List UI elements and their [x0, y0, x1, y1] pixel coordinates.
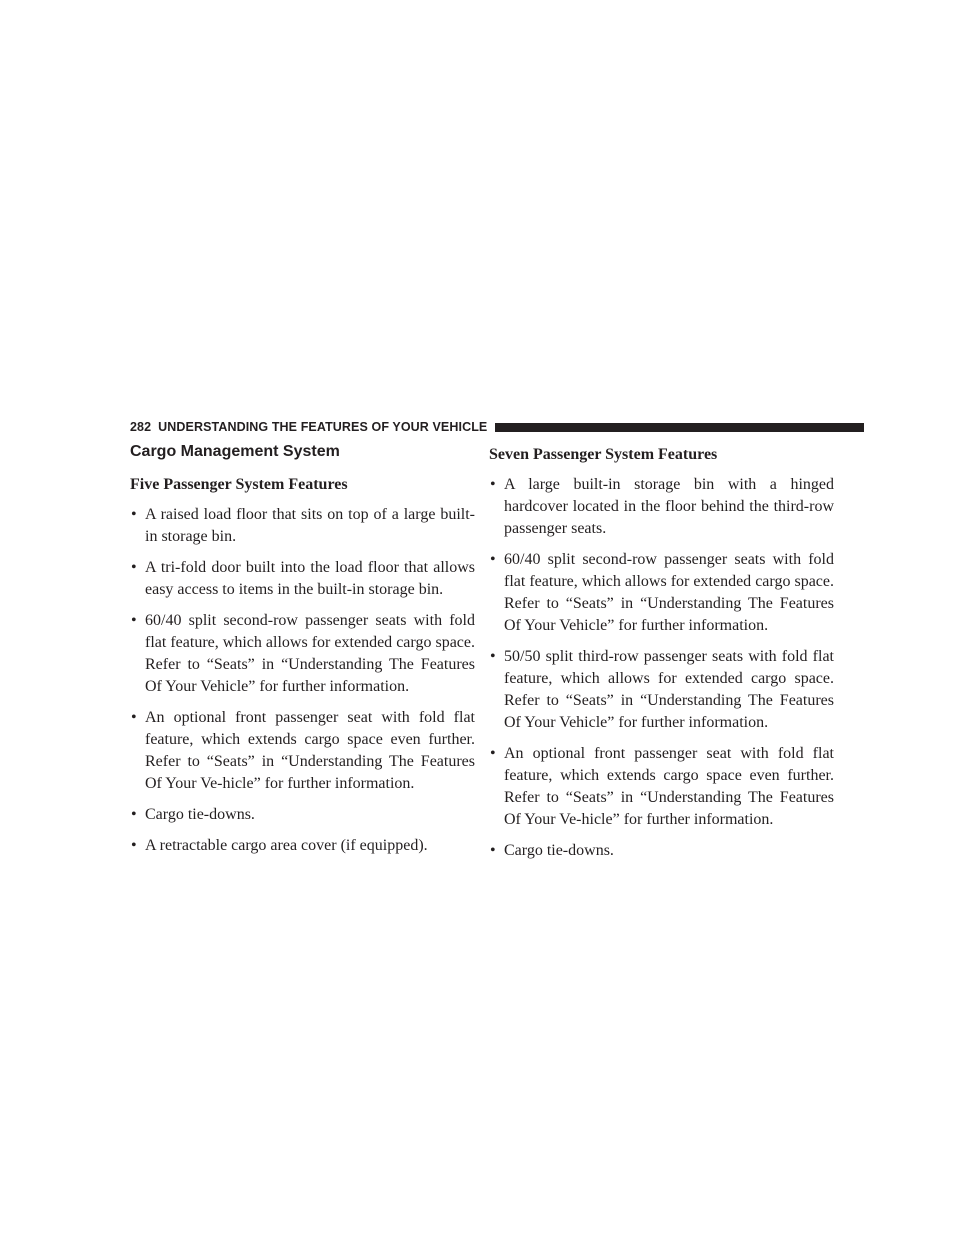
- list-item-text: A raised load floor that sits on top of a large built-in storage bin.: [145, 506, 475, 545]
- left-column: [130, 442, 475, 866]
- list-item-text: 60/40 split second-row passenger seats with fold flat feature, which allows for extended cargo space. Refer to “Seats” in “Understanding The Features Of Your Vehicle” for further information.: [504, 551, 834, 634]
- list-item-text: An optional front passenger seat with fold flat feature, which extends cargo space even further. Refer to “Seats” in “Understanding The Features Of Your Ve-hicle” for further information.: [504, 745, 834, 828]
- list-item: [489, 474, 834, 540]
- list-item: [130, 835, 475, 857]
- list-item: [489, 549, 834, 637]
- header-rule: [495, 423, 864, 432]
- five-passenger-subheading: Five Passenger System Features: [130, 476, 348, 493]
- list-item-text: An optional front passenger seat with fold flat feature, which extends cargo space even further. Refer to “Seats” in “Understanding The Features Of Your Ve-hicle” for further information.: [145, 709, 475, 792]
- chapter-title: UNDERSTANDING THE FEATURES OF YOUR VEHICLE: [158, 420, 488, 434]
- list-item-text: Cargo tie-downs.: [145, 806, 255, 823]
- running-header: [130, 418, 864, 436]
- bullet-icon: •: [131, 709, 137, 726]
- list-item: [130, 610, 475, 698]
- bullet-icon: •: [131, 806, 137, 823]
- list-item: [489, 743, 834, 831]
- five-passenger-feature-list: [130, 504, 475, 857]
- list-item: [489, 840, 834, 862]
- list-item-text: A large built-in storage bin with a hinged hardcover located in the floor behind the third-row passenger seats.: [504, 476, 834, 537]
- list-item-text: Cargo tie-downs.: [504, 842, 614, 859]
- list-item: [130, 504, 475, 548]
- bullet-icon: •: [131, 559, 137, 576]
- list-item: [130, 804, 475, 826]
- list-item-text: 60/40 split second-row passenger seats with fold flat feature, which allows for extended cargo space. Refer to “Seats” in “Understanding The Features Of Your Vehicle” for further information.: [145, 612, 475, 695]
- list-item: [130, 557, 475, 601]
- list-item: [489, 646, 834, 734]
- list-item-text: A tri-fold door built into the load floor that allows easy access to items in the built-in storage bin.: [145, 559, 475, 598]
- page-number: 282: [130, 420, 152, 434]
- bullet-icon: •: [131, 837, 137, 854]
- bullet-icon: •: [490, 745, 496, 762]
- seven-passenger-subheading: Seven Passenger System Features: [489, 446, 718, 463]
- right-column: [489, 444, 834, 871]
- seven-passenger-feature-list: [489, 474, 834, 862]
- bullet-icon: •: [490, 648, 496, 665]
- bullet-icon: •: [490, 842, 496, 859]
- list-item-text: 50/50 split third-row passenger seats with fold flat feature, which allows for extended cargo space. Refer to “Seats” in “Understanding The Features Of Your Vehicle” for further information.: [504, 648, 834, 731]
- bullet-icon: •: [490, 551, 496, 568]
- section-title: Cargo Management System: [130, 443, 340, 460]
- list-item-text: A retractable cargo area cover (if equipped).: [145, 837, 428, 854]
- bullet-icon: •: [131, 506, 137, 523]
- bullet-icon: •: [490, 476, 496, 493]
- list-item: [130, 707, 475, 795]
- bullet-icon: •: [131, 612, 137, 629]
